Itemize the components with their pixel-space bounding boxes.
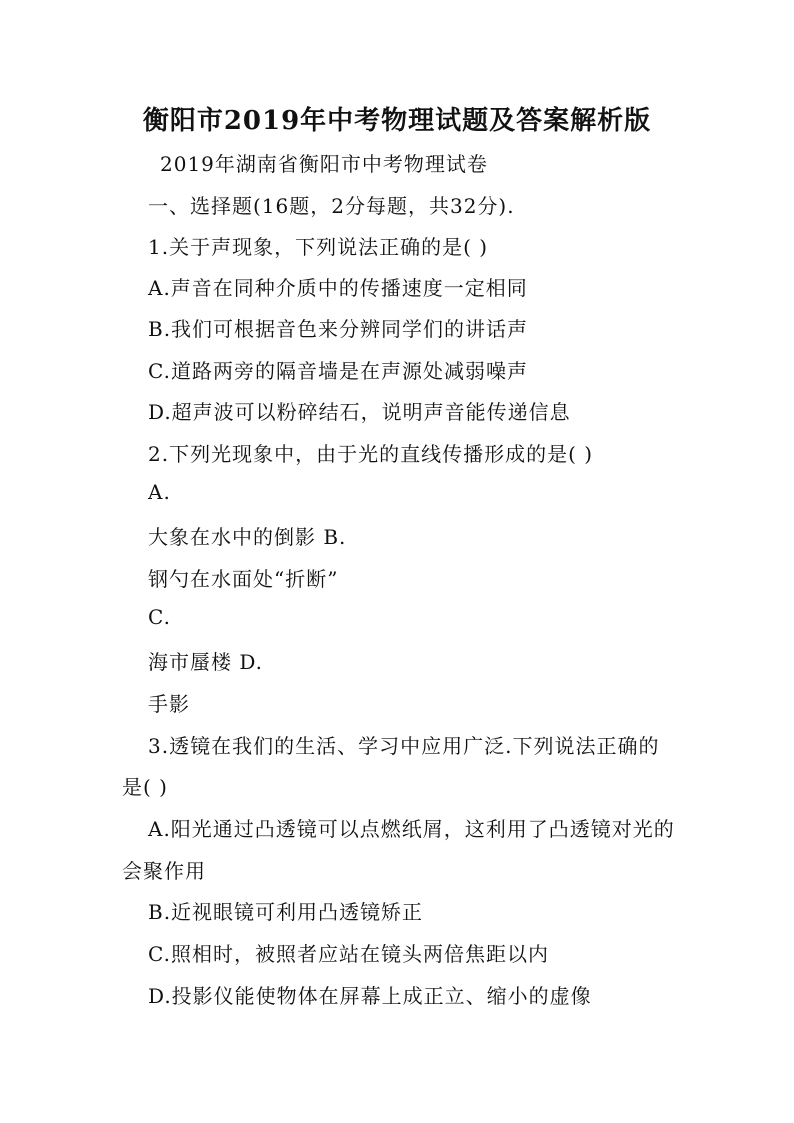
- option-2c-label: C.: [148, 605, 171, 629]
- document-subtitle: 2019年湖南省衡阳市中考物理试卷: [160, 152, 488, 176]
- question-3: 3.透镜在我们的生活、学习中应用广泛.下列说法正确的: [148, 734, 660, 758]
- option-3a-cont: 会聚作用: [122, 859, 206, 883]
- option-2d-text: 手影: [148, 692, 190, 716]
- option-1b: B.我们可根据音色来分辨同学们的讲话声: [148, 317, 529, 341]
- option-2b-text: 钢勺在水面处“折断”: [148, 567, 339, 591]
- option-1c: C.道路两旁的隔音墙是在声源处减弱噪声: [148, 359, 528, 383]
- section-heading: 一、选择题(16题，2分每题，共32分).: [148, 194, 515, 218]
- question-2: 2.下列光现象中，由于光的直线传播形成的是( ): [148, 442, 594, 466]
- option-1d: D.超声波可以粉碎结石，说明声音能传递信息: [148, 400, 571, 424]
- option-3b: B.近视眼镜可利用凸透镜矫正: [148, 900, 424, 924]
- option-2c-text: 海市蜃楼 D.: [148, 650, 264, 674]
- option-2a-text: 大象在水中的倒影 B.: [148, 525, 347, 549]
- option-1a: A.声音在同种介质中的传播速度一定相同: [148, 276, 528, 300]
- option-2a-label: A.: [148, 480, 171, 504]
- option-3c: C.照相时，被照者应站在镜头两倍焦距以内: [148, 942, 549, 966]
- document-title: 衡阳市2019年中考物理试题及答案解析版: [142, 106, 652, 136]
- option-3d: D.投影仪能使物体在屏幕上成正立、缩小的虚像: [148, 984, 592, 1008]
- question-1: 1.关于声现象，下列说法正确的是( ): [148, 235, 489, 259]
- question-3-cont: 是( ): [122, 775, 168, 799]
- option-3a: A.阳光通过凸透镜可以点燃纸屑，这利用了凸透镜对光的: [148, 817, 675, 841]
